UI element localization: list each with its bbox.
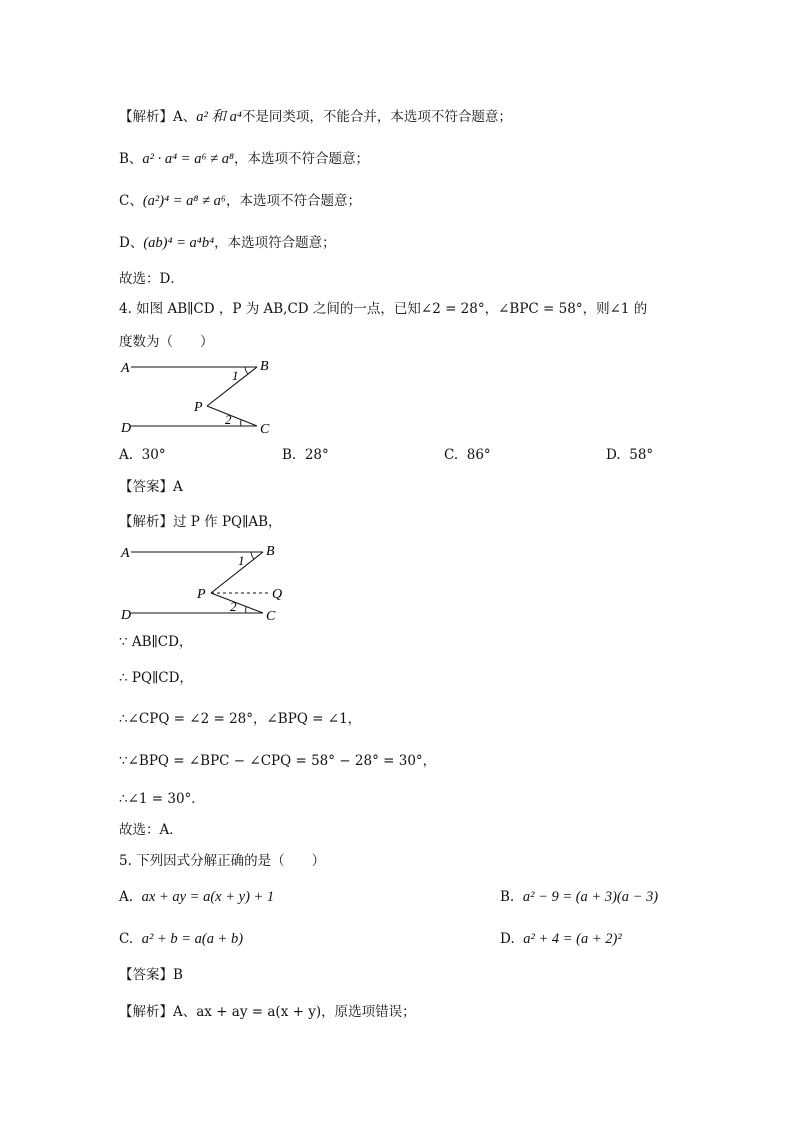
q4-option-b: B. 28° (282, 447, 329, 463)
q4-answer: 【答案】A (119, 479, 183, 495)
angle-1-arc (251, 552, 254, 559)
q5-option-c: C. a² + b = a(a + b) (119, 931, 244, 947)
analysis-text: ，本选项符合题意； (214, 235, 336, 251)
label-d: D (121, 608, 132, 623)
analysis-text: ，本选项不符合题意； (234, 151, 370, 167)
q3-analysis-d (119, 234, 336, 252)
q4-analysis-figure (115, 541, 295, 623)
math-expr: a² 和 a⁴ (196, 109, 242, 125)
analysis-text: 不是同类项，不能合并，本选项不符合题意； (241, 109, 512, 125)
segment-pc (207, 406, 257, 426)
segment-bp (211, 552, 263, 593)
q3-analysis-b (119, 150, 369, 168)
option-prefix: B、 (119, 151, 143, 167)
option-prefix: C、 (119, 193, 143, 209)
option-prefix: D、 (119, 235, 144, 251)
label-b: B (260, 359, 269, 374)
label-d: D (121, 421, 132, 436)
q5-answer: 【答案】B (119, 967, 183, 983)
angle-1-arc (245, 367, 248, 374)
q4-step-5: ∴∠1 = 30°． (119, 791, 205, 807)
label-angle-1: 1 (238, 553, 245, 568)
q4-figure (115, 356, 285, 436)
label-q: Q (272, 587, 283, 602)
math-expr: (a²)⁴ = a⁸ ≠ a⁶ (142, 193, 226, 209)
analysis-text: ，本选项不符合题意； (225, 193, 361, 209)
q5-analysis: 【解析】A、ax + ay = a(x + y)，原选项错误； (119, 1004, 416, 1020)
math-expr: (ab)⁴ = a⁴b⁴ (143, 235, 215, 251)
q4-step-4: ∵∠BPQ = ∠BPC − ∠CPQ = 58° − 28° = 30°， (119, 753, 437, 769)
q4-option-d: D. 58° (606, 447, 654, 463)
analysis-label: 【解析】A、 (119, 109, 197, 125)
label-p: P (197, 587, 206, 602)
q5-option-a: A. ax + ay = a(x + y) + 1 (119, 889, 275, 905)
q4-step-3: ∴∠CPQ = ∠2 = 28°，∠BPQ = ∠1， (119, 711, 362, 727)
q4-stem-line1: 4. 如图 AB∥CD ，P 为 AB,CD 之间的一点，已知∠2 = 28°，∠BPC = 58°，则∠1 的 (119, 301, 648, 317)
q4-analysis: 【解析】过 P 作 PQ∥AB， (119, 514, 282, 530)
q4-option-a: A. 30° (119, 447, 166, 463)
q4-stem-line2: 度数为（ ） (119, 334, 214, 350)
label-p: P (194, 400, 203, 415)
label-c: C (260, 422, 270, 436)
segment-pc (211, 593, 263, 613)
q5-stem: 5. 下列因式分解正确的是（ ） (119, 853, 326, 869)
q3-analysis-c (119, 192, 361, 210)
label-angle-2: 2 (230, 599, 237, 614)
q3-conclusion: 故选：D． (119, 271, 184, 287)
q5-option-d: D. a² + 4 = (a + 2)² (500, 931, 622, 947)
q4-conclusion: 故选：A． (119, 822, 183, 838)
q4-step-1: ∵ AB∥CD， (119, 634, 193, 650)
q3-analysis-a (119, 108, 512, 126)
q4-option-c: C. 86° (444, 447, 491, 463)
math-expr: a² · a⁴ = a⁶ ≠ a⁸ (142, 151, 235, 167)
label-b: B (266, 544, 275, 559)
label-a: A (121, 361, 130, 376)
q4-step-2: ∴ PQ∥CD， (119, 670, 193, 686)
q5-option-b: B. a² − 9 = (a + 3)(a − 3) (500, 889, 659, 905)
label-c: C (266, 609, 276, 623)
label-angle-2: 2 (225, 412, 232, 427)
label-angle-1: 1 (232, 368, 239, 383)
label-a: A (121, 546, 130, 561)
